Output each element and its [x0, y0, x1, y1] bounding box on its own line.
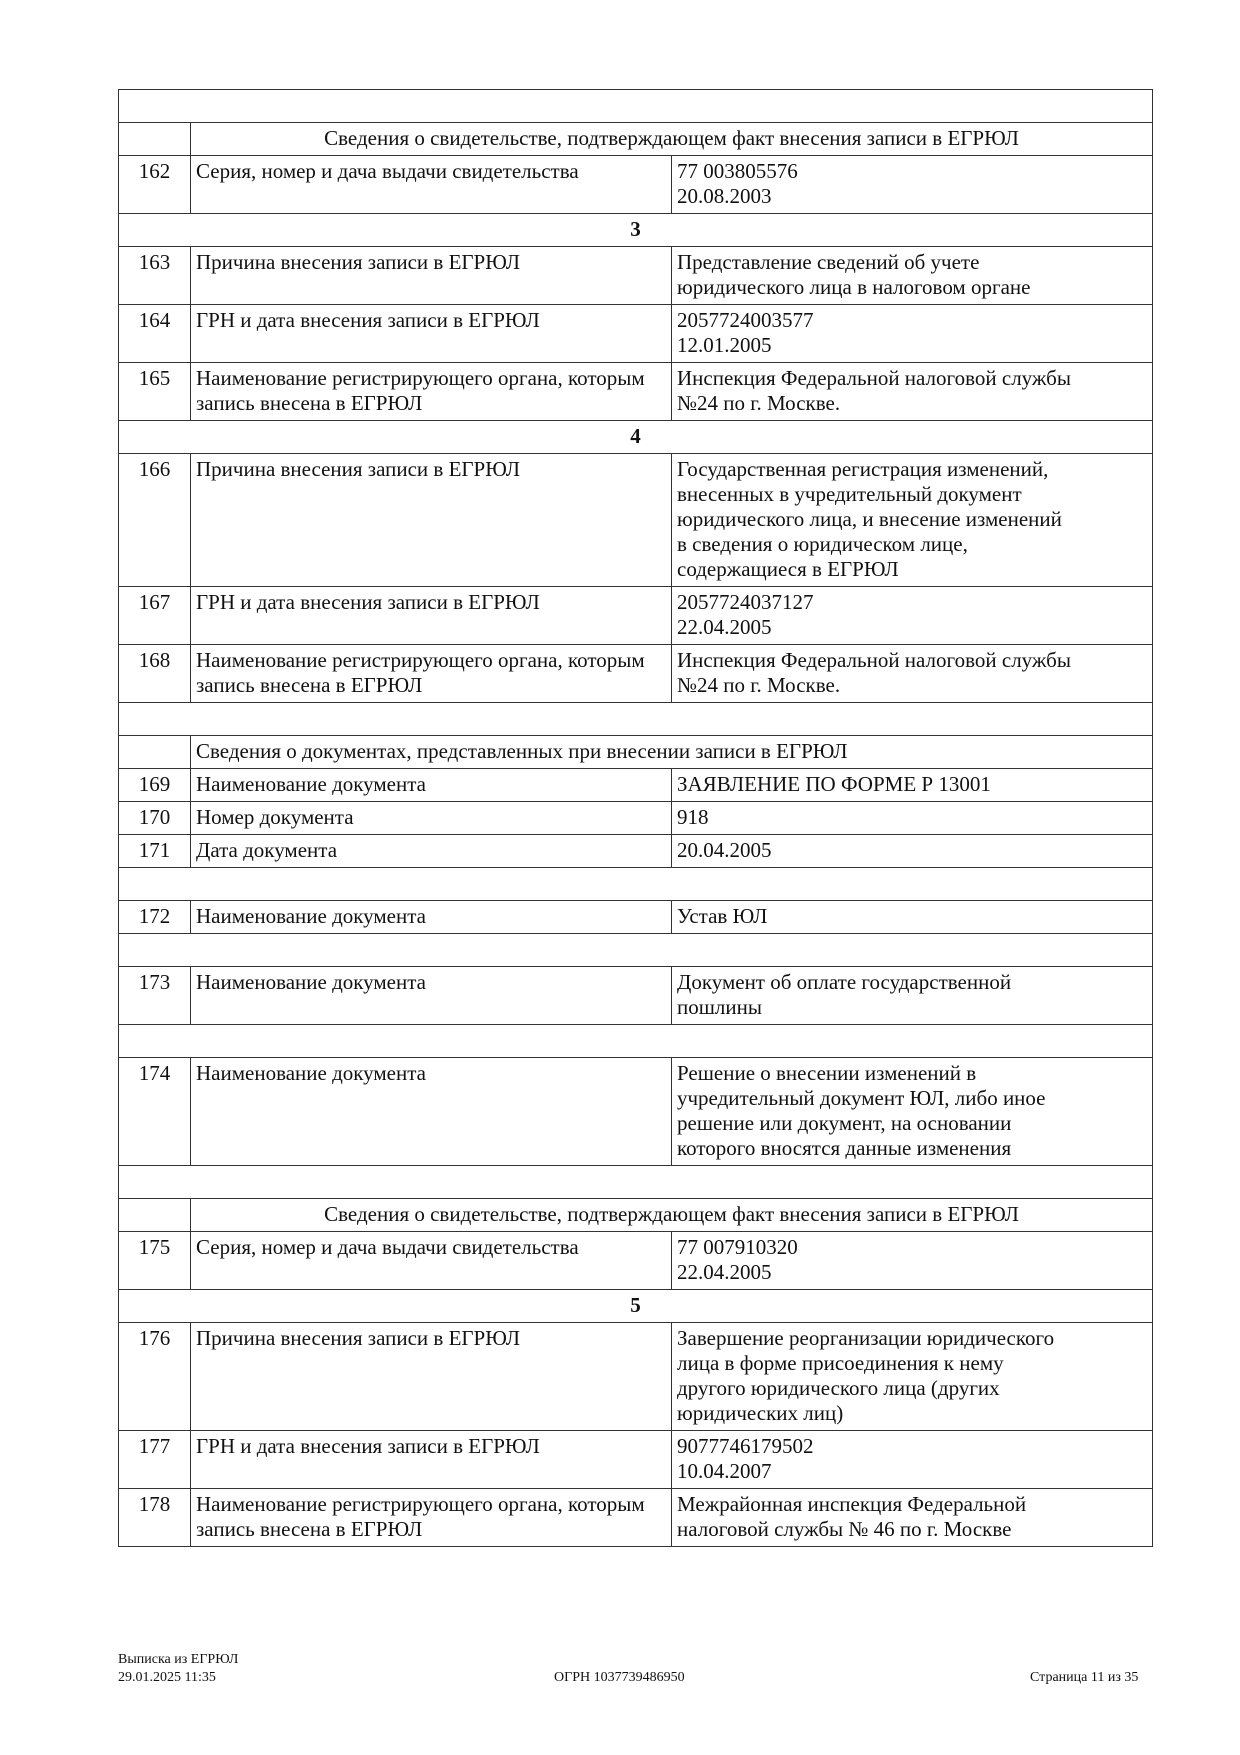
section-title: Сведения о свидетельстве, подтверждающем факт внесения записи в ЕГРЮЛ — [191, 1199, 1153, 1232]
field-label: Номер документа — [191, 802, 672, 835]
field-value-line: Инспекция Федеральной налоговой службы — [677, 366, 1071, 390]
field-value-line: Устав ЮЛ — [677, 904, 768, 928]
row-number: 177 — [119, 1431, 191, 1489]
field-value-line: 77 007910320 — [677, 1235, 798, 1259]
field-value-line: учредительный документ ЮЛ, либо иное — [677, 1086, 1046, 1110]
section-num-cell — [119, 736, 191, 769]
section-num-cell — [119, 1199, 191, 1232]
field-value-line: 10.04.2007 — [677, 1459, 772, 1483]
egrul-table-body — [119, 90, 1153, 1547]
row-number: 168 — [119, 645, 191, 703]
field-value — [672, 1232, 1153, 1290]
table-row — [119, 769, 1153, 802]
field-value-line: юридических лиц) — [677, 1401, 844, 1425]
record-group-row — [119, 421, 1153, 454]
field-value-line: 20.08.2003 — [677, 184, 772, 208]
table-row — [119, 1489, 1153, 1547]
field-value-line: решение или документ, на основании — [677, 1111, 1012, 1135]
field-value-line: №24 по г. Москве. — [677, 391, 841, 415]
record-group-row — [119, 1290, 1153, 1323]
spacer-row — [119, 868, 1153, 901]
field-label: Причина внесения записи в ЕГРЮЛ — [191, 247, 672, 305]
section-title: Сведения о документах, представленных при внесении записи в ЕГРЮЛ — [191, 736, 1153, 769]
field-value-line: ЗАЯВЛЕНИЕ ПО ФОРМЕ Р 13001 — [677, 772, 991, 796]
field-value-line: Государственная регистрация изменений, — [677, 457, 1049, 481]
field-label: Дата документа — [191, 835, 672, 868]
field-value-line: другого юридического лица (других — [677, 1376, 1000, 1400]
field-value-line: 2057724003577 — [677, 308, 814, 332]
row-number: 173 — [119, 967, 191, 1025]
egrul-extract-table — [118, 89, 1153, 1547]
field-value-line: в сведения о юридическом лице, — [677, 532, 968, 556]
row-number: 162 — [119, 156, 191, 214]
footer-title: Выписка из ЕГРЮЛ — [118, 1652, 239, 1667]
record-group-number: 5 — [119, 1290, 1153, 1323]
row-number: 178 — [119, 1489, 191, 1547]
row-number: 164 — [119, 305, 191, 363]
field-value-line: 22.04.2005 — [677, 615, 772, 639]
section-header-row — [119, 1199, 1153, 1232]
row-number: 170 — [119, 802, 191, 835]
field-value-line: 2057724037127 — [677, 590, 814, 614]
field-label: ГРН и дата внесения записи в ЕГРЮЛ — [191, 587, 672, 645]
field-value-line: пошлины — [677, 995, 762, 1019]
field-label: ГРН и дата внесения записи в ЕГРЮЛ — [191, 1431, 672, 1489]
field-value-line: №24 по г. Москве. — [677, 673, 841, 697]
section-num-cell — [119, 123, 191, 156]
field-value — [672, 769, 1153, 802]
spacer-cell — [119, 934, 1153, 967]
field-label: Наименование документа — [191, 967, 672, 1025]
row-number: 163 — [119, 247, 191, 305]
spacer-cell — [119, 868, 1153, 901]
field-value-line: 9077746179502 — [677, 1434, 814, 1458]
table-row — [119, 901, 1153, 934]
field-value-line: лица в форме присоединения к нему — [677, 1351, 1004, 1375]
spacer-cell — [119, 1166, 1153, 1199]
table-row — [119, 587, 1153, 645]
field-value-line: 918 — [677, 805, 709, 829]
spacer-cell — [119, 703, 1153, 736]
row-number: 176 — [119, 1323, 191, 1431]
field-label: Наименование документа — [191, 769, 672, 802]
field-value-line: юридического лица, и внесение изменений — [677, 507, 1062, 531]
field-label: Наименование регистрирующего органа, которым запись внесена в ЕГРЮЛ — [191, 363, 672, 421]
record-group-number: 4 — [119, 421, 1153, 454]
section-title: Сведения о свидетельстве, подтверждающем факт внесения записи в ЕГРЮЛ — [191, 123, 1153, 156]
footer-ogrn: ОГРН 1037739486950 — [554, 1670, 685, 1685]
field-label: ГРН и дата внесения записи в ЕГРЮЛ — [191, 305, 672, 363]
field-value — [672, 587, 1153, 645]
table-row — [119, 1431, 1153, 1489]
field-value-line: Решение о внесении изменений в — [677, 1061, 977, 1085]
field-value-line: 20.04.2005 — [677, 838, 772, 862]
table-row — [119, 454, 1153, 587]
field-label: Причина внесения записи в ЕГРЮЛ — [191, 454, 672, 587]
row-number: 175 — [119, 1232, 191, 1290]
field-value — [672, 645, 1153, 703]
field-value-line: Завершение реорганизации юридического — [677, 1326, 1055, 1350]
field-value — [672, 454, 1153, 587]
field-value-line: Представление сведений об учете — [677, 250, 980, 274]
record-group-number: 3 — [119, 214, 1153, 247]
row-number: 167 — [119, 587, 191, 645]
field-value-line: содержащиеся в ЕГРЮЛ — [677, 557, 899, 581]
field-value-line: Документ об оплате государственной — [677, 970, 1012, 994]
field-label: Наименование документа — [191, 1058, 672, 1166]
table-row — [119, 305, 1153, 363]
spacer-row — [119, 1025, 1153, 1058]
field-label: Наименование документа — [191, 901, 672, 934]
spacer-cell — [119, 1025, 1153, 1058]
field-label: Наименование регистрирующего органа, которым запись внесена в ЕГРЮЛ — [191, 1489, 672, 1547]
row-number: 169 — [119, 769, 191, 802]
field-value-line: 22.04.2005 — [677, 1260, 772, 1284]
field-value — [672, 247, 1153, 305]
field-label: Причина внесения записи в ЕГРЮЛ — [191, 1323, 672, 1431]
field-value-line: Инспекция Федеральной налоговой службы — [677, 648, 1071, 672]
table-row — [119, 363, 1153, 421]
field-value-line: внесенных в учредительный документ — [677, 482, 1022, 506]
field-value — [672, 305, 1153, 363]
table-row — [119, 1058, 1153, 1166]
field-value — [672, 1058, 1153, 1166]
section-header-row — [119, 123, 1153, 156]
row-number: 166 — [119, 454, 191, 587]
field-value — [672, 835, 1153, 868]
field-value — [672, 1431, 1153, 1489]
table-row — [119, 156, 1153, 214]
table-row — [119, 967, 1153, 1025]
field-value-line: налоговой службы № 46 по г. Москве — [677, 1517, 1012, 1541]
field-value — [672, 363, 1153, 421]
table-row — [119, 1323, 1153, 1431]
spacer-row — [119, 703, 1153, 736]
field-value — [672, 1489, 1153, 1547]
field-value — [672, 1323, 1153, 1431]
field-value-line: Межрайонная инспекция Федеральной — [677, 1492, 1027, 1516]
table-row — [119, 835, 1153, 868]
footer-page-number: Страница 11 из 35 — [1030, 1670, 1139, 1685]
field-label: Серия, номер и дача выдачи свидетельства — [191, 1232, 672, 1290]
field-value — [672, 156, 1153, 214]
field-value — [672, 967, 1153, 1025]
field-value-line: 77 003805576 — [677, 159, 798, 183]
table-row — [119, 1232, 1153, 1290]
table-row — [119, 802, 1153, 835]
spacer-row — [119, 90, 1153, 123]
field-value — [672, 901, 1153, 934]
row-number: 174 — [119, 1058, 191, 1166]
row-number: 172 — [119, 901, 191, 934]
spacer-row — [119, 934, 1153, 967]
row-number: 171 — [119, 835, 191, 868]
section-header-row — [119, 736, 1153, 769]
field-label: Серия, номер и дача выдачи свидетельства — [191, 156, 672, 214]
field-value-line: 12.01.2005 — [677, 333, 772, 357]
field-value-line: юридического лица в налоговом органе — [677, 275, 1031, 299]
table-row — [119, 247, 1153, 305]
footer-left — [118, 1651, 238, 1687]
field-value — [672, 802, 1153, 835]
spacer-row — [119, 1166, 1153, 1199]
row-number: 165 — [119, 363, 191, 421]
field-value-line: которого вносятся данные изменения — [677, 1136, 1012, 1160]
spacer-cell — [119, 90, 1153, 123]
record-group-row — [119, 214, 1153, 247]
footer-datetime: 29.01.2025 11:35 — [118, 1670, 216, 1685]
table-row — [119, 645, 1153, 703]
field-label: Наименование регистрирующего органа, которым запись внесена в ЕГРЮЛ — [191, 645, 672, 703]
